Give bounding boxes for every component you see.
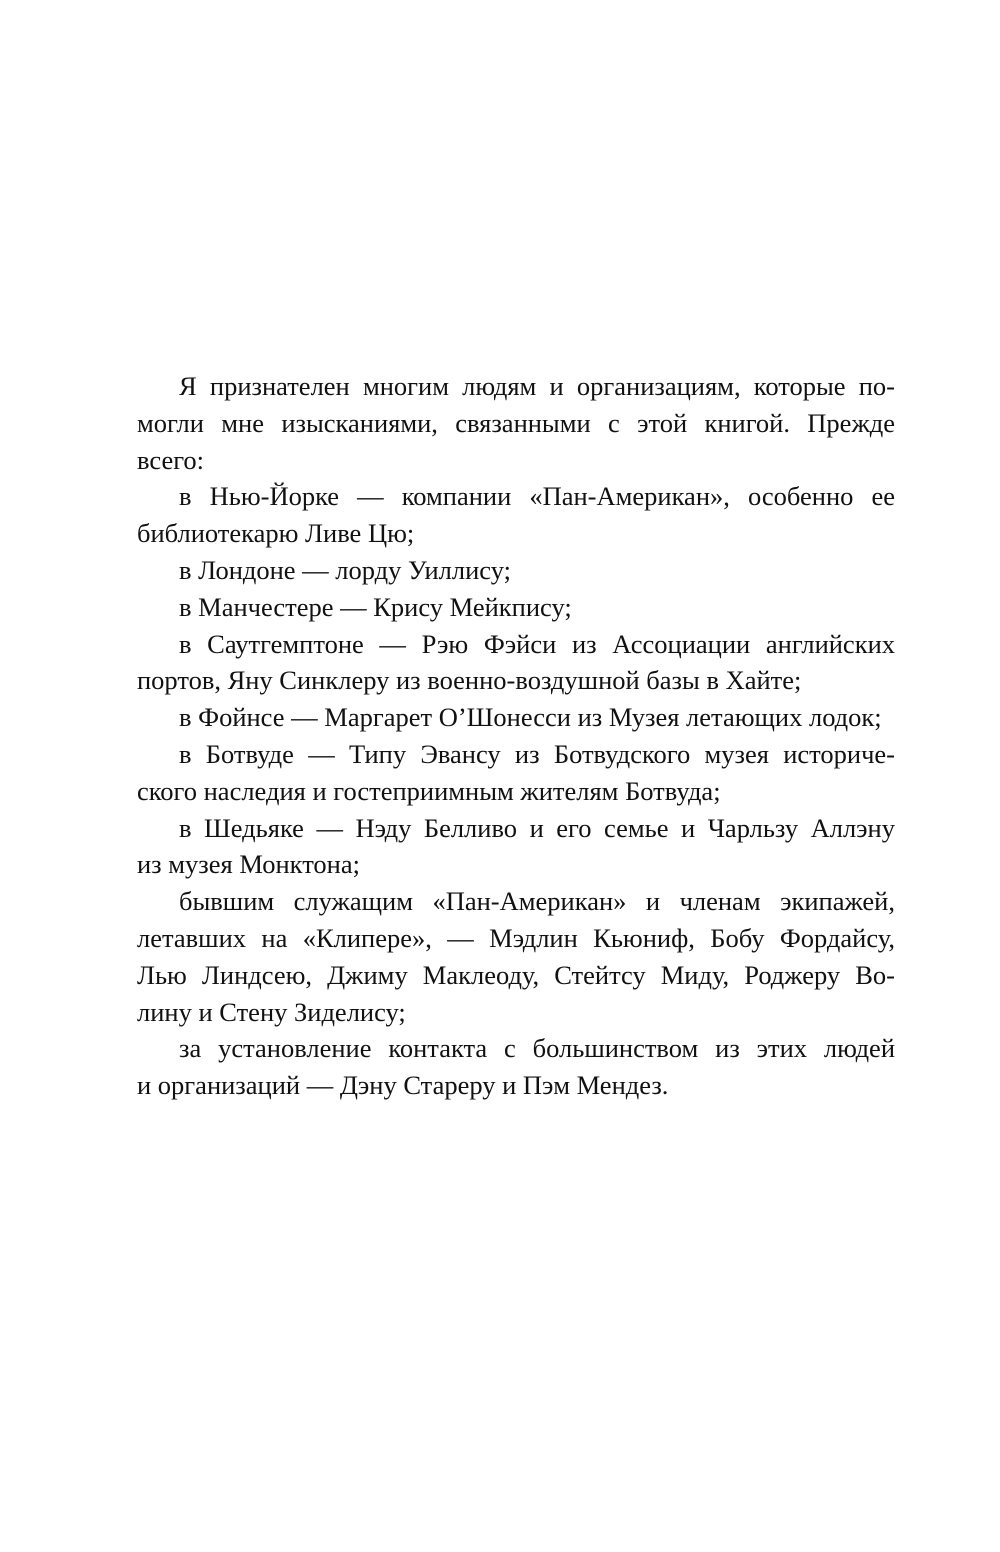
text-line: в Фойнсе — Маргарет О’Шонесси из Музея летающих лодок; [179,702,882,733]
text-line: всего: [137,444,205,475]
text-line: могли мне изысканиями, связанными с этой книгой. Прежде [137,407,895,438]
text-line: Я признателен многим людям и организациям, которые по- [179,371,895,401]
text-line: летавших на «Клипере», — Мэдлин Кьюниф, Бобу Фордайсу, [137,922,895,953]
text-line: из музея Монктона; [137,849,360,880]
text-line: в Шедьяке — Нэду Белливо и его семье и Чарльзу Аллэну [179,812,895,843]
acknowledgements-text [137,368,895,1104]
text-line: в Саутгемптоне — Рэю Фэйси из Ассоциации английских [179,628,895,659]
text-line: в Манчестере — Крису Мейкпису; [179,591,572,622]
text-line: в Ботвуде — Типу Эвансу из Ботвудского музея историче- [179,738,895,769]
text-line: ского наследия и гостеприимным жителям Ботвуда; [137,775,721,806]
text-line: библиотекарю Ливе Цю; [137,518,415,549]
text-line: в Лондоне — лорду Уиллису; [179,554,511,585]
text-line: и организаций — Дэну Стареру и Пэм Мендез. [137,1070,669,1101]
text-line: бывшим служащим «Пан-Американ» и членам экипажей, [179,886,895,917]
text-line: в Нью-Йорке — компании «Пан-Американ», особенно ее [179,481,895,512]
text-line: лину и Стену Зиделису; [137,996,406,1027]
text-line: Лью Линдсею, Джиму Маклеоду, Стейтсу Миду, Роджеру Во- [137,959,895,990]
text-line: портов, Яну Синклеру из военно-воздушной базы в Хайте; [137,665,802,696]
text-line: за установление контакта с большинством из этих людей [179,1033,895,1064]
